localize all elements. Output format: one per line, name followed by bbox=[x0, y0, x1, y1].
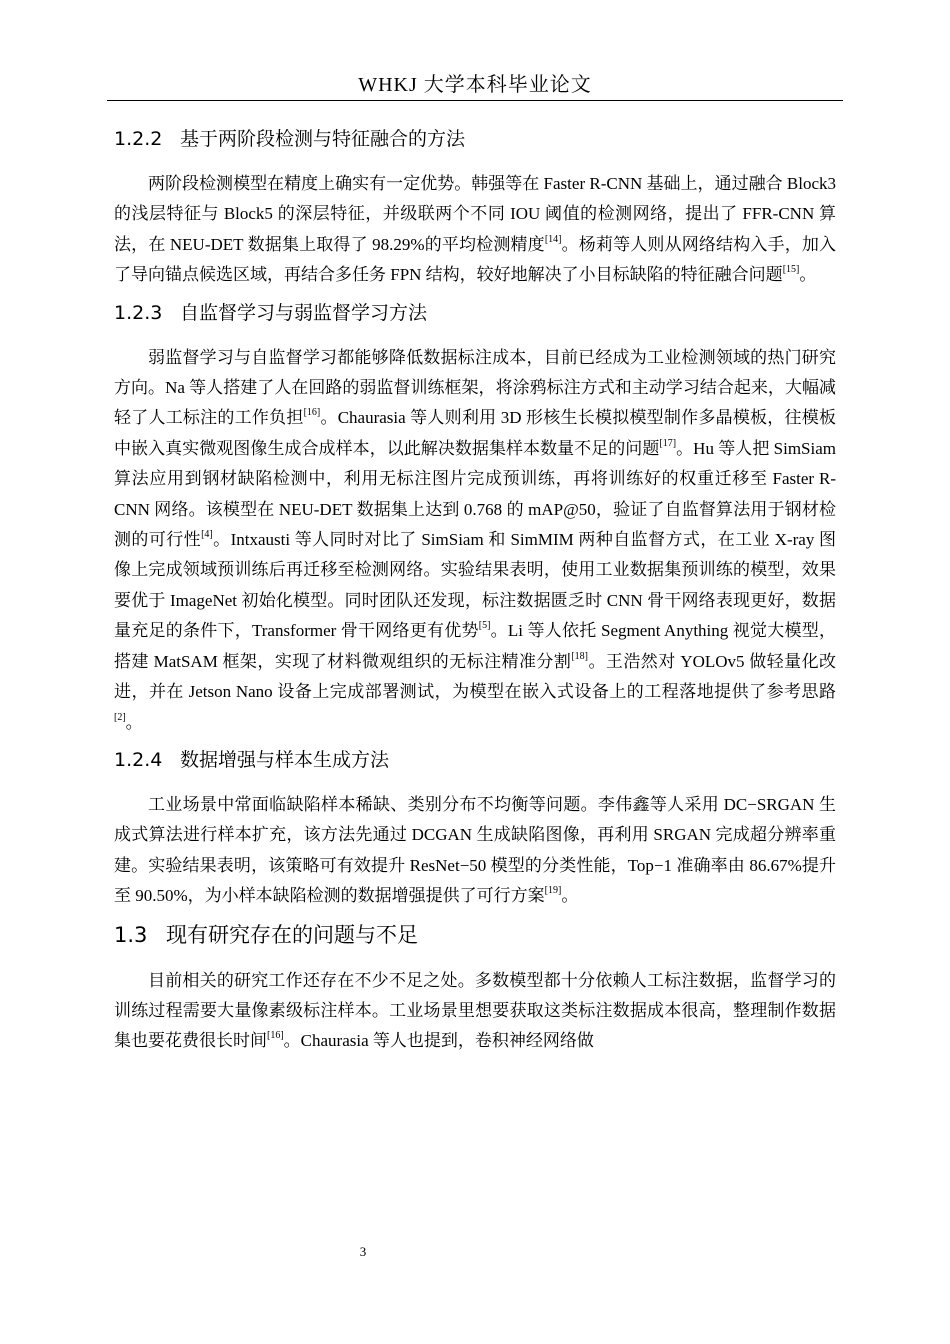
section-heading bbox=[114, 123, 836, 155]
citation-marker: [16] bbox=[303, 407, 321, 419]
citation-marker: [4] bbox=[201, 529, 213, 541]
section-title: 数据增强与样本生成方法 bbox=[180, 748, 390, 771]
body-paragraph: 目前相关的研究工作还存在不少不足之处。多数模型都十分依赖人工标注数据，监督学习的训练过程需要大量像素级标注样本。工业场景里想要获取这类标注数据成本很高，整理制作数据集也要花费很长时间[16]。Chaurasia 等人也提到，卷积神经网络做 bbox=[114, 970, 836, 1051]
section-number: 1.2.4 bbox=[114, 748, 163, 771]
citation-marker: [16] bbox=[267, 1030, 284, 1042]
section-number: 1.3 bbox=[114, 922, 148, 947]
section-number: 1.2.3 bbox=[114, 301, 163, 324]
section-number: 1.2.2 bbox=[114, 128, 163, 150]
citation-marker: [17] bbox=[659, 437, 677, 449]
body-paragraph: 两阶段检测模型在精度上确实有一定优势。韩强等在 Faster R-CNN 基础上，通过融合 Block3 的浅层特征与 Block5 的深层特征，并级联两个不同 IOU 阈值的检测网络，提出了 FFR-CNN 算法，在 NEU-DET 数据集上取得了 98.29%的平均检测精度[14]。杨莉等人则从网络结构入手，加入了导向锚点候选区域，再结合多任务 FPN 结构，较好地解决了小目标缺陷的特征融合问题[15]。 bbox=[114, 174, 837, 285]
body-paragraph: 弱监督学习与自监督学习都能够降低数据标注成本，目前已经成为工业检测领域的热门研究方向。Na 等人搭建了人在回路的弱监督训练框架，将涂鸦标注方式和主动学习结合起来，大幅减轻了人工标注的工作负担[16]。Chaurasia 等人则利用 3D 形核生长模拟模型制作多晶模板，往模板中嵌入真实微观图像生成合成样本，以此解决数据集样本数量不足的问题[17]。Hu 等人把 SimSiam 算法应用到钢材缺陷检测中，利用无标注图片完成预训练，再将训练好的权重迁移至 Faster R-CNN 网络。该模型在 NEU-DET 数据集上达到 0.768 的 mAP@50，验证了自监督算法用于钢材检测的可行性[4]。Intxausti 等人同时对比了 SimSiam 和 SimMIM 两种自监督方式，在工业 X-ray 图像上完成领域预训练后再迁移至检测网络。实验结果表明，使用工业数据集预训练的模型，效果要优于 ImageNet 初始化模型。同时团队还发现，标注数据匮乏时 CNN 骨干网络表现更好，数据量充足的条件下，Transformer 骨干网络更有优势[5]。Li 等人依托 Segment Anything 视觉大模型，搭建 MatSAM 框架，实现了材料微观组织的无标注精准分割[18]。王浩然对 YOLOv5 做轻量化改进，并在 Jetson Nano 设备上完成部署测试，为模型在嵌入式设备上的工程落地提供了参考思路[2]。 bbox=[114, 347, 837, 732]
citation-marker: [15] bbox=[782, 264, 800, 276]
body-paragraph: 工业场景中常面临缺陷样本稀缺、类别分布不均衡等问题。李伟鑫等人采用 DC−SRGAN 生成式算法进行样本扩充，该方法先通过 DCGAN 生成缺陷图像，再利用 SRGAN 完成超分辨率重建。实验结果表明，该策略可有效提升 ResNet−50 模型的分类性能，Top−1 准确率由 86.67%提升至 90.50%，为小样本缺陷检测的数据增强提供了可行方案[19]。 bbox=[114, 794, 836, 906]
citation-marker: [19] bbox=[544, 885, 562, 897]
section-title: 自监督学习与弱监督学习方法 bbox=[180, 301, 428, 324]
header-rule bbox=[107, 100, 843, 101]
citation-marker: [5] bbox=[478, 620, 491, 632]
citation-marker: [18] bbox=[571, 650, 588, 662]
page-number: 3 bbox=[359, 1244, 367, 1259]
section-title: 现有研究存在的问题与不足 bbox=[166, 922, 418, 947]
page-body bbox=[114, 118, 836, 1063]
section-heading bbox=[114, 744, 836, 776]
section-title: 基于两阶段检测与特征融合的方法 bbox=[180, 128, 466, 150]
citation-marker: [2] bbox=[114, 711, 126, 723]
running-header: WHKJ 大学本科毕业论文 bbox=[358, 74, 592, 96]
section-heading bbox=[114, 918, 836, 952]
citation-marker: [14] bbox=[544, 233, 562, 245]
section-heading bbox=[114, 297, 836, 329]
